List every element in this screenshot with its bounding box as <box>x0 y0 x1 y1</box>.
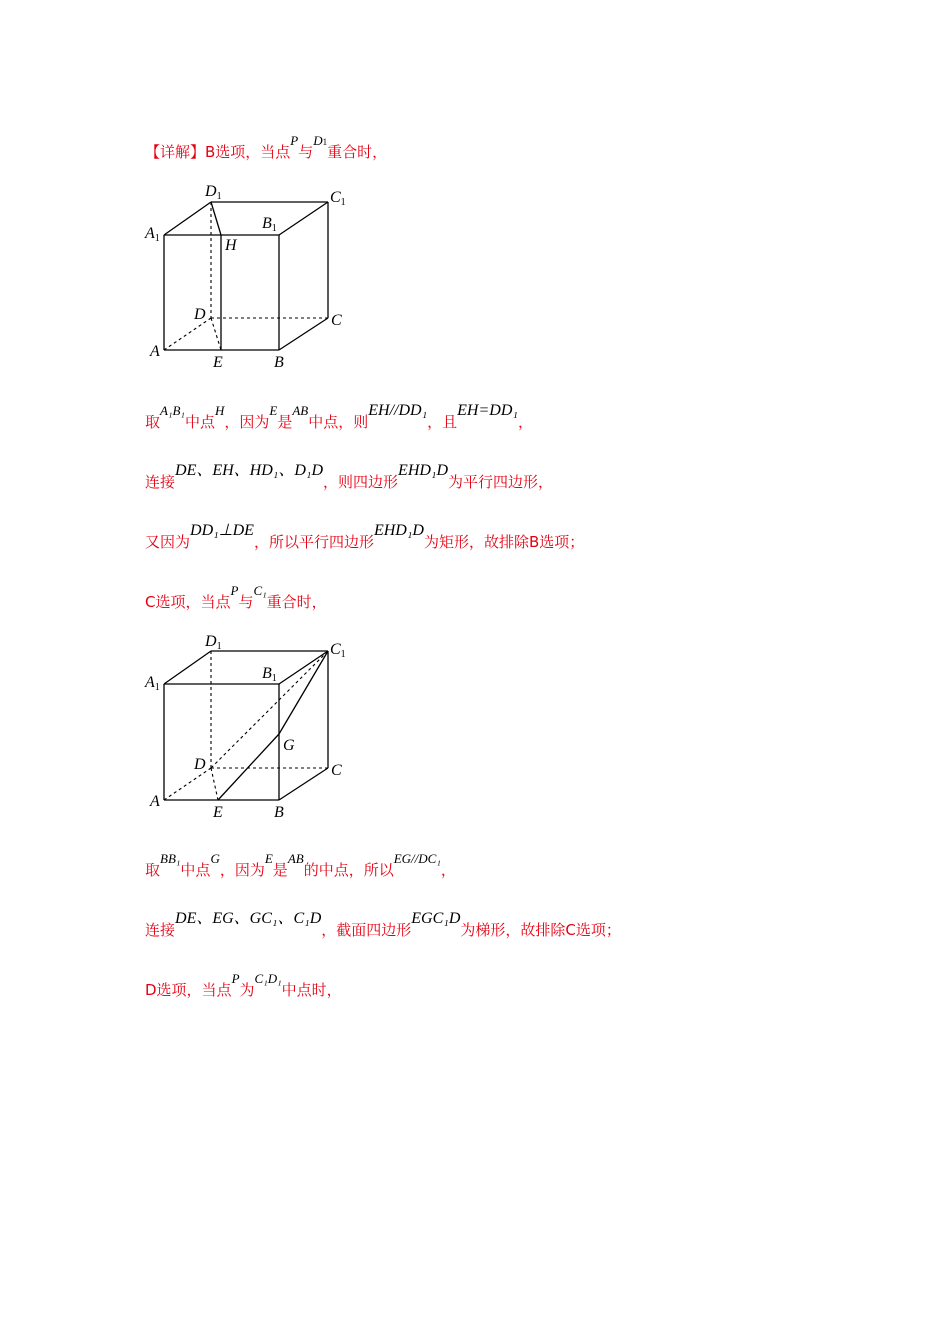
text: ，则四边形 <box>323 473 399 491</box>
text: 为梯形，故排除C选项； <box>460 921 621 939</box>
label-c1: C1 <box>330 189 346 208</box>
text: 与 <box>238 593 254 611</box>
label-a1: A1 <box>145 674 160 693</box>
math-ab: AB <box>292 403 309 418</box>
label-e: E <box>213 354 223 371</box>
label-d: D <box>194 306 206 323</box>
label-h: H <box>225 237 237 254</box>
label-c: C <box>331 312 342 329</box>
text: 连接 <box>145 921 176 939</box>
math-segments: DE、EH、HD₁、D₁D <box>175 462 324 479</box>
text: 中点，则 <box>308 413 369 431</box>
math-e: E <box>264 851 273 866</box>
label-d: D <box>194 756 206 773</box>
text: 连接 <box>145 473 176 491</box>
math-eg-parallel-dc1: EG//DC₁ <box>393 851 441 866</box>
text: 为矩形，故排除B选项； <box>423 533 585 551</box>
math-bb1: BB₁ <box>160 851 181 866</box>
label-d1: D1 <box>205 633 222 652</box>
math-p: P <box>230 583 239 598</box>
text: C选项，当点 <box>145 593 231 611</box>
math-d: D <box>313 133 323 148</box>
text: 又因为 <box>145 533 191 551</box>
text: 中点时， <box>281 981 342 999</box>
math-p: P <box>290 133 299 148</box>
math-d1 <box>313 133 327 148</box>
label-c: C <box>331 762 342 779</box>
text: 与 <box>298 143 314 161</box>
math-eh-eq-dd1: EH=DD₁ <box>457 402 518 419</box>
math-quad: EHD₁D <box>398 462 449 479</box>
text: ，因为 <box>219 861 265 879</box>
text: ， <box>440 861 456 879</box>
label-b1: B1 <box>262 215 277 234</box>
math-quad: EHD₁D <box>373 522 424 539</box>
math-quad: EGC₁D <box>411 910 461 927</box>
math-c1: C₁ <box>253 583 267 598</box>
label-b: B <box>274 354 284 371</box>
text: 中点 <box>180 861 211 879</box>
text: 是 <box>277 413 293 431</box>
math-e: E <box>269 403 278 418</box>
text: 重合时， <box>327 143 388 161</box>
text: ，因为 <box>224 413 270 431</box>
math-h: H <box>214 403 225 418</box>
label-d1: D1 <box>205 183 222 202</box>
text: 的中点，所以 <box>303 861 394 879</box>
math-sub: 1 <box>322 137 328 147</box>
math-perp: DD₁⊥DE <box>190 522 254 539</box>
math-g: G <box>210 851 220 866</box>
text: ，所以平行四边形 <box>253 533 374 551</box>
text: ，截面四边形 <box>321 921 412 939</box>
text: 重合时， <box>266 593 327 611</box>
label-c1: C1 <box>330 641 346 660</box>
math-a1b1: A₁B₁ <box>160 403 185 418</box>
math-ab: AB <box>287 851 304 866</box>
text: 为 <box>239 981 255 999</box>
label-e: E <box>213 804 223 821</box>
text: D选项，当点 <box>145 981 232 999</box>
cube-figure-2 <box>140 628 370 823</box>
text: 是 <box>272 861 288 879</box>
cube-figure-1 <box>140 180 370 375</box>
text-line-4 <box>145 522 585 553</box>
detail-heading: 【详解】B选项，当点 <box>145 143 291 161</box>
label-b1: B1 <box>262 665 277 684</box>
text: ，且 <box>427 413 458 431</box>
math-p: P <box>231 971 240 986</box>
math-segments: DE、EG、GC₁、C₁D <box>175 910 322 927</box>
text-line-8 <box>145 971 342 1001</box>
text-line-7 <box>145 910 621 941</box>
text-line-2 <box>145 402 533 433</box>
text-line-5 <box>145 583 327 613</box>
label-g: G <box>283 737 295 754</box>
text-line-3 <box>145 462 554 493</box>
text-line-1 <box>145 133 388 164</box>
text: 为平行四边形， <box>448 473 554 491</box>
label-a: A <box>150 793 160 810</box>
math-eh-parallel-dd1: EH//DD₁ <box>368 402 428 419</box>
label-a1: A1 <box>145 225 160 244</box>
label-a: A <box>150 343 160 360</box>
text-line-6 <box>145 851 456 881</box>
text: 中点 <box>184 413 215 431</box>
text: 取 <box>145 413 161 431</box>
text: ， <box>517 413 533 431</box>
text: 取 <box>145 861 161 879</box>
math-c1d1: C₁D₁ <box>254 971 282 986</box>
label-b: B <box>274 804 284 821</box>
